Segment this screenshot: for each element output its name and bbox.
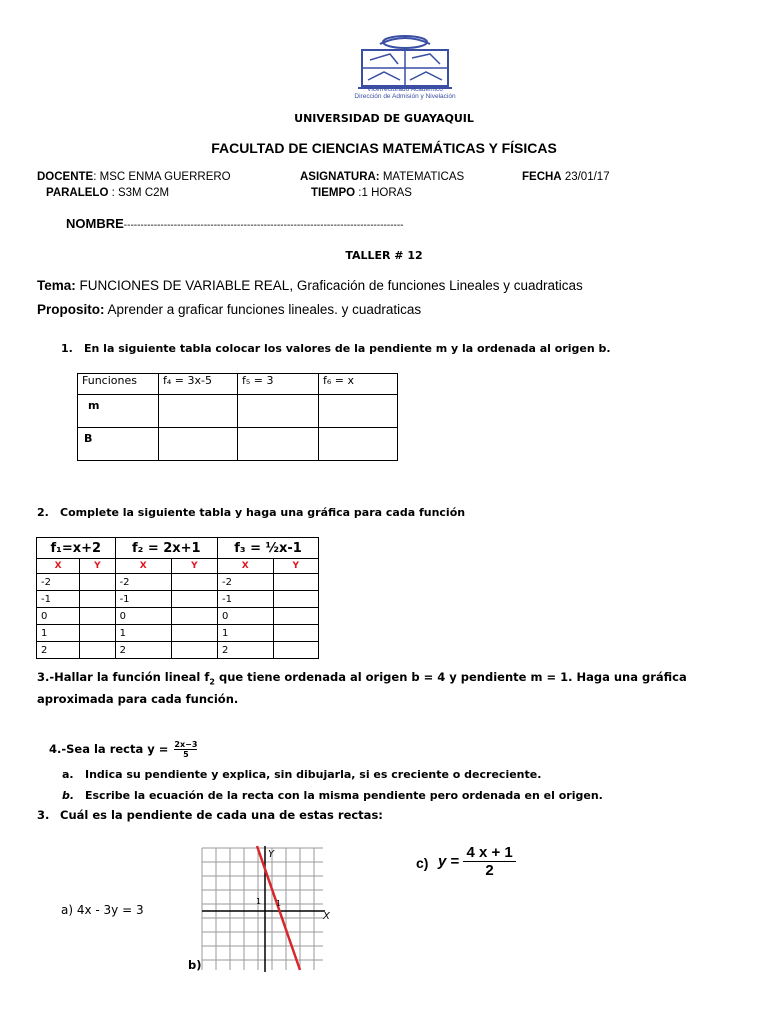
- q2-x-cell: -2: [37, 574, 80, 591]
- q1-row-label-b: B: [78, 428, 159, 461]
- q2-y-input[interactable]: [80, 591, 115, 608]
- tiempo-label: TIEMPO: [311, 187, 356, 199]
- q2-y-input[interactable]: [273, 608, 318, 625]
- q5-c-equation: [438, 844, 516, 879]
- table-row: [37, 574, 319, 591]
- proposito-value: Aprender a graficar funciones lineales. y cuadraticas: [104, 302, 422, 317]
- q2-x-header: X: [37, 559, 80, 574]
- q4-denominator: 5: [183, 750, 189, 759]
- q1-input-cell[interactable]: [159, 395, 238, 428]
- q1-header-cell: f₅ = 3: [238, 374, 319, 395]
- paralelo-label: PARALELO: [46, 187, 109, 199]
- q2-function-header: f₁=x+2: [37, 538, 116, 559]
- q2-y-input[interactable]: [273, 642, 318, 659]
- q2-text: Complete la siguiente tabla y haga una gráfica para cada función: [60, 506, 466, 519]
- q2-x-cell: -2: [217, 574, 273, 591]
- q1-header-cell: f₄ = 3x-5: [159, 374, 238, 395]
- q3-text-c: aproximada para cada función.: [37, 692, 239, 706]
- q2-function-header: f₃ = ½x-1: [217, 538, 318, 559]
- q2-x-header: X: [115, 559, 171, 574]
- q1-header-cell: Funciones: [78, 374, 159, 395]
- q3-text-b: que tiene ordenada al origen b = 4 y pendiente m = 1. Haga una gráfica: [214, 670, 687, 684]
- q2-x-cell: 1: [217, 625, 273, 642]
- q2-y-input[interactable]: [273, 591, 318, 608]
- tiempo-value: :1 HORAS: [355, 187, 412, 199]
- q2-y-input[interactable]: [171, 608, 217, 625]
- q1-table: [77, 373, 398, 461]
- q5-text: Cuál es la pendiente de cada una de estas rectas:: [60, 808, 383, 822]
- graph-line: [257, 846, 300, 970]
- q1-header-cell: f₆ = x: [319, 374, 398, 395]
- tema-label: Tema:: [37, 278, 76, 293]
- q5-c-fraction: [463, 844, 515, 879]
- q4-intro: 4.-Sea la recta y =: [49, 742, 173, 756]
- fecha-line: [522, 171, 610, 183]
- q5-number: 3.: [37, 808, 50, 822]
- tema-value: FUNCIONES DE VARIABLE REAL, Graficación de funciones Lineales y cuadraticas: [75, 278, 583, 293]
- q2-y-input[interactable]: [273, 625, 318, 642]
- proposito-line: [37, 302, 421, 317]
- paralelo-line: [46, 187, 169, 199]
- q2-y-input[interactable]: [171, 574, 217, 591]
- q2-number: 2.: [37, 506, 49, 519]
- q2-x-cell: 1: [115, 625, 171, 642]
- q3-text-a: 3.-Hallar la función lineal f: [37, 670, 210, 684]
- q2-x-cell: 0: [115, 608, 171, 625]
- q5-a-equation: a) 4x - 3y = 3: [61, 903, 144, 917]
- q1-input-cell[interactable]: [319, 395, 398, 428]
- docente-value: : MSC ENMA GUERRERO: [93, 171, 231, 183]
- tema-line: [37, 278, 583, 293]
- q4-a-text: Indica su pendiente y explica, sin dibujarla, si es creciente o decreciente.: [85, 768, 542, 781]
- taller-title: TALLER # 12: [345, 249, 423, 262]
- faculty-name: FACULTAD DE CIENCIAS MATEMÁTICAS Y FÍSICAS: [211, 140, 557, 156]
- q2-y-input[interactable]: [80, 625, 115, 642]
- q4-intro-line: [49, 740, 197, 759]
- q1-text: En la siguiente tabla colocar los valores de la pendiente m y la ordenada al origen b.: [84, 342, 611, 355]
- q1-number: 1.: [61, 342, 73, 355]
- fecha-label: FECHA: [522, 171, 562, 183]
- table-row: [37, 591, 319, 608]
- q2-x-cell: 2: [37, 642, 80, 659]
- q1-input-cell[interactable]: [159, 428, 238, 461]
- q2-x-cell: -2: [115, 574, 171, 591]
- table-row: [37, 625, 319, 642]
- q4-fraction: [174, 740, 197, 759]
- q2-x-cell: 2: [115, 642, 171, 659]
- q3-subscript: 2: [209, 677, 215, 687]
- graph-x-label: X: [323, 911, 330, 922]
- graph-y-label: Y: [268, 849, 275, 860]
- asignatura-line: [300, 171, 464, 183]
- q2-y-input[interactable]: [80, 608, 115, 625]
- asignatura-value: MATEMATICAS: [379, 171, 465, 183]
- q2-y-input[interactable]: [80, 642, 115, 659]
- q2-y-header: Y: [80, 559, 115, 574]
- q4-b-label: b.: [62, 789, 75, 802]
- q2-table: [36, 537, 319, 659]
- graph-y-tick: 1: [256, 897, 262, 906]
- q4-b-text: Escribe la ecuación de la recta con la misma pendiente pero ordenada en el origen.: [85, 789, 603, 802]
- q1-row-label-m: m: [78, 395, 159, 428]
- logo-line-2: Dirección de Admisión y Nivelación: [354, 93, 456, 100]
- q5-c-numerator: 4 x + 1: [463, 844, 515, 862]
- q2-x-header: X: [217, 559, 273, 574]
- q2-y-input[interactable]: [273, 574, 318, 591]
- q2-y-input[interactable]: [171, 625, 217, 642]
- asignatura-label: ASIGNATURA:: [300, 171, 380, 183]
- q5-c-y: y: [438, 853, 447, 870]
- q1-input-cell[interactable]: [319, 428, 398, 461]
- nombre-blank: ------------------------------------------------------------------------------------: [123, 220, 404, 231]
- q2-x-cell: 2: [217, 642, 273, 659]
- q4-numerator: 2x−3: [174, 740, 198, 749]
- graph-x-tick: 1: [276, 899, 282, 908]
- table-row: [37, 642, 319, 659]
- q5-graph: [199, 844, 341, 972]
- q1-input-cell[interactable]: [238, 395, 319, 428]
- q2-y-input[interactable]: [80, 574, 115, 591]
- q3-line-1: [37, 670, 687, 686]
- table-row: [37, 608, 319, 625]
- fecha-value: 23/01/17: [561, 171, 610, 183]
- tiempo-line: [311, 187, 412, 199]
- docente-line: [37, 171, 231, 183]
- q2-y-header: Y: [273, 559, 318, 574]
- q4-a-label: a.: [62, 768, 74, 781]
- q2-x-cell: -1: [115, 591, 171, 608]
- q2-function-header: f₂ = 2x+1: [115, 538, 217, 559]
- paralelo-value: : S3M C2M: [108, 187, 170, 199]
- q1-input-cell[interactable]: [238, 428, 319, 461]
- q5-b-label: b): [188, 958, 202, 972]
- q5-c-equals: =: [450, 853, 460, 870]
- q2-y-header: Y: [171, 559, 217, 574]
- q5-c-denominator: 2: [485, 862, 494, 879]
- proposito-label: Proposito:: [37, 302, 105, 317]
- q2-x-cell: -1: [217, 591, 273, 608]
- q2-x-cell: -1: [37, 591, 80, 608]
- docente-label: DOCENTE: [37, 171, 94, 183]
- nombre-label: NOMBRE: [66, 216, 124, 231]
- q2-y-input[interactable]: [171, 642, 217, 659]
- nombre-line: [66, 216, 404, 231]
- q2-x-cell: 1: [37, 625, 80, 642]
- q5-c-label: c): [416, 855, 429, 871]
- university-name: UNIVERSIDAD DE GUAYAQUIL: [294, 112, 474, 125]
- logo-line-1: Vicerrectorado Académico: [367, 86, 443, 93]
- q2-y-input[interactable]: [171, 591, 217, 608]
- q2-x-cell: 0: [217, 608, 273, 625]
- graph-grid: [202, 848, 323, 970]
- q2-x-cell: 0: [37, 608, 80, 625]
